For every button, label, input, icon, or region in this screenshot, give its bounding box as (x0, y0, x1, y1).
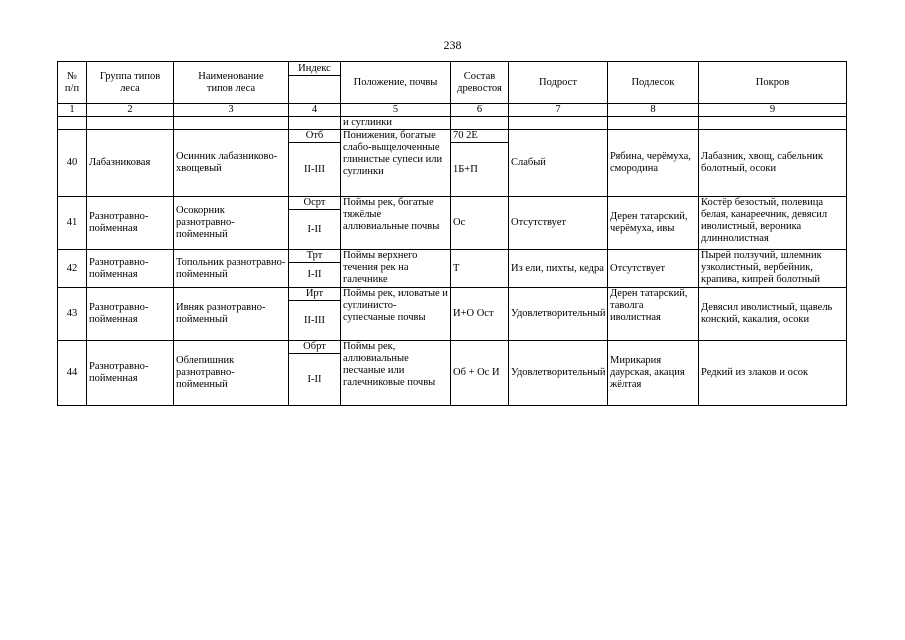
row-44-undergrowth: Удовлетворительный (509, 341, 608, 406)
row-40-bonitet: II-III (289, 143, 341, 197)
row-42-index: Трт (289, 250, 341, 263)
row-41-undergrowth: Отсутствует (509, 197, 608, 250)
row-40-name: Осинник лабазниково-хвощевый (174, 130, 289, 197)
col-num-1: 1 (58, 104, 87, 117)
row-44-name: Облепишник разнотравно-пойменный (174, 341, 289, 406)
row-40-composition: 1Б+П (451, 143, 509, 197)
row-41-cover: Костёр безостый, полевица белая, канареечник, девясил иволистный, вероника длиннолистная (699, 197, 847, 250)
row-41-num: 41 (58, 197, 87, 250)
row-42-name: Топольник разнотравно-пойменный (174, 250, 289, 288)
row-42-cover: Пырей ползучий, шлемник узколистный, вербейник, крапива, кипрей болотный (699, 250, 847, 288)
col-num-9: 9 (699, 104, 847, 117)
row-43-cover: Девясил иволистный, щавель конский, какалия, осоки (699, 288, 847, 341)
header-composition: Состав древостоя (451, 62, 509, 104)
col-num-7: 7 (509, 104, 608, 117)
page-number: 238 (443, 38, 462, 52)
forest-types-table (57, 61, 847, 406)
row-44-bonitet: I-II (289, 354, 341, 406)
row-44-index: Обрт (289, 341, 341, 354)
row-43-undergrowth: Удовлетворительный (509, 288, 608, 341)
row-40-num: 40 (58, 130, 87, 197)
col-num-2: 2 (87, 104, 174, 117)
col-num-5: 5 (341, 104, 451, 117)
col-num-8: 8 (608, 104, 699, 117)
row-41-position: Поймы рек, богатые тяжёлые аллювиальные почвы (341, 197, 451, 250)
col-num-3: 3 (174, 104, 289, 117)
row-44-position: Поймы рек, аллювиальные песчаные или галечниковые почвы (341, 341, 451, 406)
row-42-bonitet: I-II (289, 263, 341, 288)
row-41-composition: Ос (451, 197, 509, 250)
row-41-bonitet: I-II (289, 210, 341, 250)
row-42-undergrowth: Из ели, пихты, кедра (509, 250, 608, 288)
header-index: Индекс (289, 62, 341, 76)
row-44-underbrush: Мирикария даурская, акация жёлтая (608, 341, 699, 406)
row-44-group: Разнотравно-пойменная (87, 341, 174, 406)
row-41-index: Осрт (289, 197, 341, 210)
header-group: Группа типов леса (87, 62, 174, 104)
header-position: Положение, почвы (341, 62, 451, 104)
row-44-cover: Редкий из злаков и осок (699, 341, 847, 406)
row-43-position: Поймы рек, иловатые и суглинисто-супесчаные почвы (341, 288, 451, 341)
row-42-num: 42 (58, 250, 87, 288)
header-underbrush: Подлесок (608, 62, 699, 104)
col-num-6: 6 (451, 104, 509, 117)
row-42-group: Разнотравно-пойменная (87, 250, 174, 288)
row-40-cover: Лабазник, хвощ, сабельник болотный, осоки (699, 130, 847, 197)
header-name: Наименование типов леса (174, 62, 289, 104)
continuation-position: и суглинки (341, 117, 451, 130)
row-40-position: Понижения, богатые слабо-выщелоченные глинистые супеси или суглинки (341, 130, 451, 197)
row-40-index: Отб (289, 130, 341, 143)
row-43-underbrush: Дерен татарский, таволга иволистная (608, 288, 699, 341)
row-41-name: Осокорник разнотравно-пойменный (174, 197, 289, 250)
header-num: № п/п (58, 62, 87, 104)
row-40-underbrush: Рябина, черёмуха, смородина (608, 130, 699, 197)
row-42-composition: Т (451, 250, 509, 288)
row-42-underbrush: Отсутствует (608, 250, 699, 288)
row-40-group: Лабазниковая (87, 130, 174, 197)
row-44-num: 44 (58, 341, 87, 406)
header-undergrowth: Подрост (509, 62, 608, 104)
row-43-composition: И+О Ост (451, 288, 509, 341)
row-40-composition-top: 70 2Е (451, 130, 509, 143)
row-41-group: Разнотравно-пойменная (87, 197, 174, 250)
row-43-group: Разнотравно-пойменная (87, 288, 174, 341)
row-43-num: 43 (58, 288, 87, 341)
col-num-4: 4 (289, 104, 341, 117)
row-43-index: Ирт (289, 288, 341, 301)
header-bonitet (289, 76, 341, 104)
row-42-position: Поймы верхнего течения рек на галечнике (341, 250, 451, 288)
header-cover: Покров (699, 62, 847, 104)
row-40-undergrowth: Слабый (509, 130, 608, 197)
row-43-name: Ивняк разнотравно-пойменный (174, 288, 289, 341)
row-41-underbrush: Дерен татарский, черёмуха, ивы (608, 197, 699, 250)
row-44-composition: Об + Ос И (451, 341, 509, 406)
row-43-bonitet: II-III (289, 301, 341, 341)
